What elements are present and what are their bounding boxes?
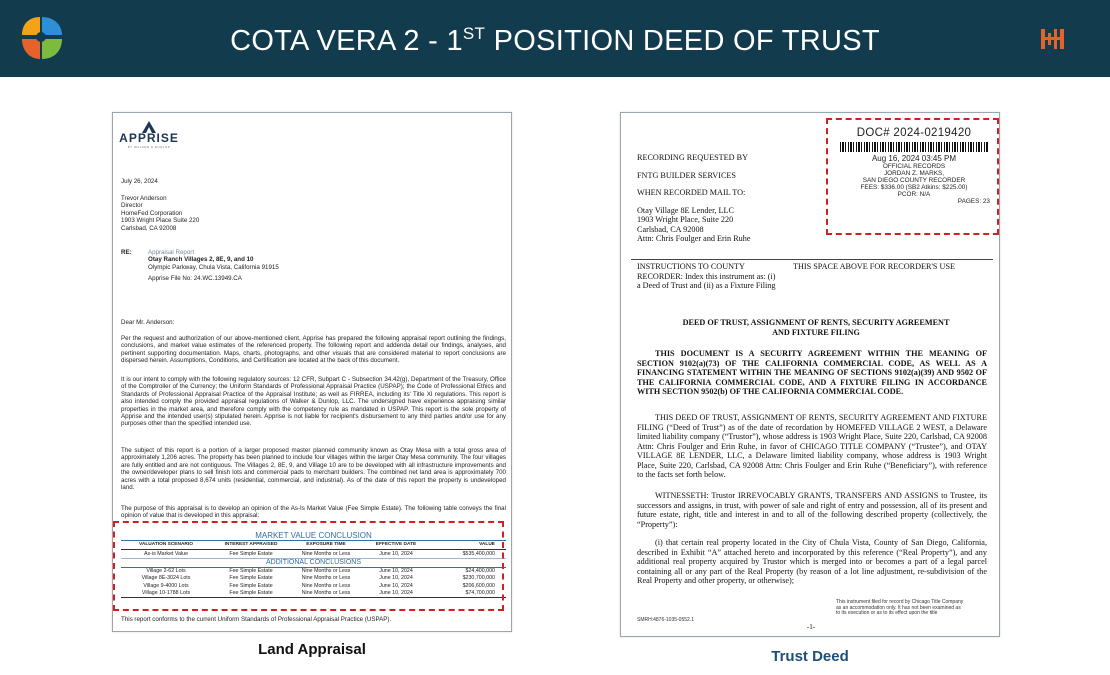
table-subtitle: ADDITIONAL CONCLUSIONS [121, 558, 506, 568]
recorder-instructions: INSTRUCTIONS TO COUNTY RECORDER: Index this instrument as: (i) a Deed of Trust and (ii) as a Fixture Filing [637, 262, 776, 290]
table-row: Village 9-4000 Lots Fee Simple Estate Nine Months or Less June 10, 2024 $206,600,000 [143, 582, 495, 589]
document-number: DOC# 2024-0219420 [856, 127, 972, 139]
document-reference: SMRH:4876-1035-0552.1 [637, 617, 694, 623]
property-item-i: (i) that certain real property located in the City of Chula Vista, County of San Diego, California, described in Exhibit “A” attached hereto and incorporated by this reference (“Real Property”), and any additional real property acquired by Trustor which is merged into or becomes a part of a legal parcel containing all or any part of the Real Property (by reason of a lot line adjustment, re-subdivision of the Real Property and other property, or otherwise); [637, 538, 987, 585]
recorder-stamp: DOC# 2024-0219420 Aug 16, 2024 03:45 PM OFFICIAL RECORDS JORDAN Z. MARKS, SAN DIEGO COUNTY RECORDER FEES: $336.00 (SB2 Atkins: $225.00) PCOR: N/A PAGES: 23 [830, 127, 998, 205]
paragraph-purpose: Per the request and authorization of our above-mentioned client, Apprise has prepared the following appraisal report outlining the findings, conclusions, and market value estimates of the referenced property. The following report and addenda detail our findings, analyses, and pertinent supporting documentation. Maps, charts, photographs, and other visuals that are considered material to report conclusions are dispersed herein. Assumptions, Conditions, and Certification are located at the back of this document. [121, 335, 506, 365]
paragraph-value-opinion: The purpose of this appraisal is to develop an opinion of the As-Is Market Value (Fee Simple Estate). The following table conveys the final opinion of value that is developed in this appraisal: [121, 505, 506, 520]
brand-mark-icon [1041, 29, 1065, 49]
title-company-note: This instrument filed for record by Chicago Title Company as an accommodation only. It has not been examined as to its execution or as to its effect upon the title [836, 599, 964, 617]
paragraph-subject: The subject of this report is a portion of a larger proposed master planned community known as Otay Mesa with a total gross area of approximately 1,206 acres. The property has been planned to include four villages within the larger Otay Mesa community. The four villages are fully entitled and are not contiguous. The Villages 2, 8E, 9, and Village 10 are to be developed with all infrastructure improvements and the owner/developer plans to sell finish lots and commercial pads to merchant builders. The combined net land area is approximately 700 acres with a total proposed 8,674 units (residential, commercial, and industrial). As of the date of this report the property is undeveloped land. [121, 447, 506, 492]
closing-line: This report conforms to the current Uniform Standards of Professional Appraisal Practice (USPAP). [121, 616, 392, 623]
deed-title: DEED OF TRUST, ASSIGNMENT OF RENTS, SECURITY AGREEMENT AND FIXTURE FILING [682, 318, 950, 337]
recorder-space-label: THIS SPACE ABOVE FOR RECORDER'S USE [793, 262, 956, 271]
caption-trust-deed: Trust Deed [771, 648, 849, 665]
slide-title: COTA VERA 2 - 1ST POSITION DEED OF TRUST [230, 24, 880, 57]
page-number: -1- [806, 623, 816, 631]
table-row: Village 8E-3024 Lots Fee Simple Estate Nine Months or Less June 10, 2024 $230,700,000 [141, 575, 495, 582]
mail-to-address: Otay Village 8E Lender, LLC 1903 Wright Place, Suite 220 Carlsbad, CA 92008 Attn: Chris Foulger and Erin Ruhe [637, 205, 751, 243]
table-row: As-is Market Value Fee Simple Estate Nine Months or Less June 10, 2024 $535,400,000 [143, 550, 495, 557]
recording-block: RECORDING REQUESTED BY FNTG BUILDER SERVICES WHEN RECORDED MAIL TO: Otay Village 8E Lender, LLC 1903 Wright Place, Suite 220 Carlsbad, CA 92008 Attn: Chris Foulger and Erin Ruhe [637, 153, 827, 244]
security-agreement-paragraph: THIS DOCUMENT IS A SECURITY AGREEMENT WITHIN THE MEANING OF SECTION 9102(a)(73) OF THE CALIFORNIA COMMERCIAL CODE, AS WELL AS A FINANCING STATEMENT WITHIN THE MEANING OF SECTIONS 9102(a)(39) AND 9502 OF THE CALIFORNIA COMMERCIAL CODE, AND A FIXTURE FILING IN ACCORDANCE WITH SECTION 9502(b) OF THE CALIFORNIA COMMERCIAL CODE. [637, 349, 987, 396]
value-conclusion-highlight [113, 521, 504, 611]
re-block: RE: Appraisal Report Otay Ranch Villages 2, 8E, 9, and 10 Olympic Parkway, Chula Vista, California 91915 Apprise File No: 24.WC.13949.CA [121, 249, 279, 283]
table-title: MARKET VALUE CONCLUSION [121, 531, 506, 541]
table-row: Village 2-62 Lots Fee Simple Estate Nine Months or Less June 10, 2024 $24,400,000 [146, 568, 495, 575]
table-row: Village 10-1788 Lots Fee Simple Estate Nine Months or Less June 10, 2024 $74,700,000 [121, 589, 506, 597]
table-header-row: VALUATION SCENARIO INTEREST APPRAISED EXPOSURE TIME EFFECTIVE DATE VALUE [121, 541, 506, 550]
witnesseth-paragraph: WITNESSETH: Trustor IRREVOCABLY GRANTS, TRANSFERS AND ASSIGNS to Trustee, its successors and assigns, in trust, with power of sale and right of entry and possession, all of its present and future estate, right, title and interest in and to all of the following described property (collectively, the “Property”): [637, 491, 987, 529]
letter-date: July 26, 2024 [121, 178, 158, 185]
salutation: Dear Mr. Anderson: [121, 319, 175, 326]
divider [631, 259, 993, 260]
caption-land-appraisal: Land Appraisal [258, 641, 366, 658]
recipient-address: Trevor Anderson Director HomeFed Corporation 1903 Wright Place Suite 220 Carlsbad, CA 92008 [121, 195, 200, 232]
slide-header [0, 0, 1110, 77]
recording-stamp-highlight [826, 118, 999, 235]
intro-paragraph: THIS DEED OF TRUST, ASSIGNMENT OF RENTS, SECURITY AGREEMENT AND FIXTURE FILING (“Deed of Trust”) as of the date of recordation by HOMEFED VILLAGE 2 WEST, a Delaware limited liability company (“Trustor”), whose address is 1903 Wright Place, Suite 220, Carlsbad, CA 92008 Attn: Chris Foulger and Erin Ruhe, in favor of CHICAGO TITLE COMPANY (“Trustee”), and OTAY VILLAGE 8E LENDER, LLC, a Delaware limited liability company, whose address is 1903 Wright Place, Suite 220, Carlsbad, CA 92008 Attn: Chris Foulger and Erin Ruhe (“Beneficiary”), with reference to the facts set forth below. [637, 413, 987, 479]
apprise-logo: APPRISE BY WALKER & DUNLOP [119, 121, 179, 151]
paragraph-compliance: It is our intent to comply with the following regulatory sources: 12 CFR, Subpart C - Subsection 34.42(g), Department of the Treasury, Office of the Comptroller of the Currency; the Uniform Standards of Professional Appraisal Practice (USPAP); the Code of Professional Ethics and Standards of Professional Appraisal Practice of the Appraisal Institute; as well as FIRREA, including its' Title XI regulations. This report is also intended comply the provided appraisal regulations of Walker & Dunlop, LLC. The undersigned have experience appraising similar properties in the market area, and therefore comply with the competency rule as mandated in USPAP. This report is the sole property of Apprise and the intended user(s) stipulated herein. Apprise is not liable for recipient's disbursement to any third parties and/or use for any purposes other than the specified intended use. [121, 376, 506, 428]
